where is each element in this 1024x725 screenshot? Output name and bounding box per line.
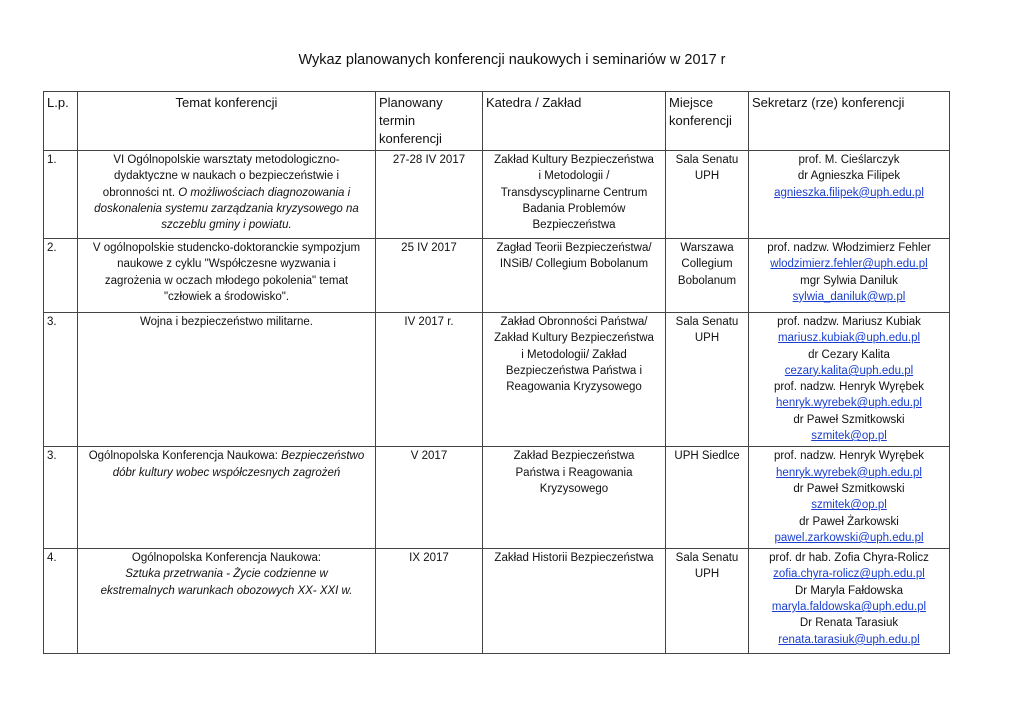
- header-dept: Katedra / Zakład: [483, 92, 666, 151]
- cell-date: 27-28 IV 2017: [376, 151, 483, 239]
- conference-table: [43, 91, 950, 654]
- table-row: [44, 549, 950, 654]
- cell-dept: Zagład Teorii Bezpieczeństwa/ INSiB/ Collegium Bobolanum: [483, 239, 666, 313]
- email-link[interactable]: henryk.wyrebek@uph.edu.pl: [776, 466, 922, 479]
- email-link[interactable]: szmitek@op.pl: [811, 430, 887, 443]
- email-link[interactable]: wlodzimierz.fehler@uph.edu.pl: [770, 258, 928, 271]
- cell-secretary: prof. nadzw. Henryk Wyrębek henryk.wyrebek@uph.edu.pl dr Paweł Szmitkowski szmitek@op.pl dr Paweł Żarkowski pawel.zarkowski@uph.edu.pl: [749, 447, 950, 549]
- cell-topic: V ogólnopolskie studencko-doktoranckie sympozjum naukowe z cyklu "Współczesne wyzwania i zagrożenia w oczach młodego pokolenia" temat "człowiek a środowisko".: [78, 239, 376, 313]
- cell-place: Warszawa Collegium Bobolanum: [666, 239, 749, 313]
- cell-topic: Wojna i bezpieczeństwo militarne.: [78, 313, 376, 447]
- cell-date: IV 2017 r.: [376, 313, 483, 447]
- cell-secretary: prof. M. Cieślarczyk dr Agnieszka Filipek agnieszka.filipek@uph.edu.pl: [749, 151, 950, 239]
- table-row: [44, 447, 950, 549]
- cell-lp: 2.: [44, 239, 78, 313]
- email-link[interactable]: zofia.chyra-rolicz@uph.edu.pl: [773, 568, 925, 581]
- email-link[interactable]: maryla.faldowska@uph.edu.pl: [771, 601, 927, 614]
- cell-lp: 1.: [44, 151, 78, 239]
- email-link[interactable]: sylwia_daniluk@wp.pl: [792, 290, 906, 303]
- header-lp: L.p.: [44, 92, 78, 151]
- cell-date: V 2017: [376, 447, 483, 549]
- email-link[interactable]: szmitek@op.pl: [811, 499, 887, 512]
- cell-topic: Ogólnopolska Konferencja Naukowa: Bezpieczeństwo dóbr kultury wobec współczesnych zagrożeń: [78, 447, 376, 549]
- page-title: Wykaz planowanych konferencji naukowych i seminariów w 2017 r: [298, 52, 726, 68]
- cell-topic: VI Ogólnopolskie warsztaty metodologiczno- dydaktyczne w naukach o bezpieczeństwie i obronności nt. O możliwościach diagnozowania i doskonalenia systemu zarządzania kryzysowego na szczeblu gminy i powiatu.: [78, 151, 376, 239]
- table-row: [44, 313, 950, 447]
- cell-place: Sala Senatu UPH: [666, 549, 749, 654]
- email-link[interactable]: agnieszka.filipek@uph.edu.pl: [774, 186, 924, 199]
- cell-date: 25 IV 2017: [376, 239, 483, 313]
- cell-topic: Ogólnopolska Konferencja Naukowa: Sztuka przetrwania - Życie codzienne w ekstremalnych warunkach obozowych XX- XXI w.: [78, 549, 376, 654]
- cell-dept: Zakład Obronności Państwa/ Zakład Kultury Bezpieczeństwa i Metodologii/ Zakład Bezpieczeństwa Państwa i Reagowania Kryzysowego: [483, 313, 666, 447]
- cell-secretary: prof. dr hab. Zofia Chyra-Rolicz zofia.chyra-rolicz@uph.edu.pl Dr Maryla Fałdowska maryla.faldowska@uph.edu.pl Dr Renata Tarasiuk renata.tarasiuk@uph.edu.pl: [749, 549, 950, 654]
- cell-dept: Zakład Kultury Bezpieczeństwa i Metodologii / Transdyscyplinarne Centrum Badania Problemów Bezpieczeństwa: [483, 151, 666, 239]
- header-secretary: Sekretarz (rze) konferencji: [749, 92, 950, 151]
- email-link[interactable]: mariusz.kubiak@uph.edu.pl: [777, 332, 921, 345]
- cell-place: Sala Senatu UPH: [666, 313, 749, 447]
- header-date: Planowany termin konferencji: [376, 92, 483, 151]
- header-topic: Temat konferencji: [78, 92, 376, 151]
- cell-dept: Zakład Bezpieczeństwa Państwa i Reagowania Kryzysowego: [483, 447, 666, 549]
- cell-secretary: prof. nadzw. Włodzimierz Fehler wlodzimierz.fehler@uph.edu.pl mgr Sylwia Daniluk sylwia_daniluk@wp.pl: [749, 239, 950, 313]
- header-place: Miejsce konferencji: [666, 92, 749, 151]
- cell-date: IX 2017: [376, 549, 483, 654]
- table-row: [44, 239, 950, 313]
- email-link[interactable]: henryk.wyrebek@uph.edu.pl: [776, 397, 922, 410]
- cell-lp: 4.: [44, 549, 78, 654]
- email-link[interactable]: cezary.kalita@uph.edu.pl: [784, 364, 914, 377]
- cell-secretary: prof. nadzw. Mariusz Kubiak mariusz.kubiak@uph.edu.pl dr Cezary Kalita cezary.kalita@uph.edu.pl prof. nadzw. Henryk Wyrębek henryk.wyrebek@uph.edu.pl dr Paweł Szmitkowski szmitek@op.pl: [749, 313, 950, 447]
- email-link[interactable]: renata.tarasiuk@uph.edu.pl: [778, 633, 920, 646]
- table-row: [44, 151, 950, 239]
- cell-lp: 3.: [44, 313, 78, 447]
- cell-lp: 3.: [44, 447, 78, 549]
- email-link[interactable]: pawel.zarkowski@uph.edu.pl: [774, 531, 924, 544]
- cell-dept: Zakład Historii Bezpieczeństwa: [483, 549, 666, 654]
- cell-place: UPH Siedlce: [666, 447, 749, 549]
- cell-place: Sala Senatu UPH: [666, 151, 749, 239]
- header-row: [44, 92, 950, 151]
